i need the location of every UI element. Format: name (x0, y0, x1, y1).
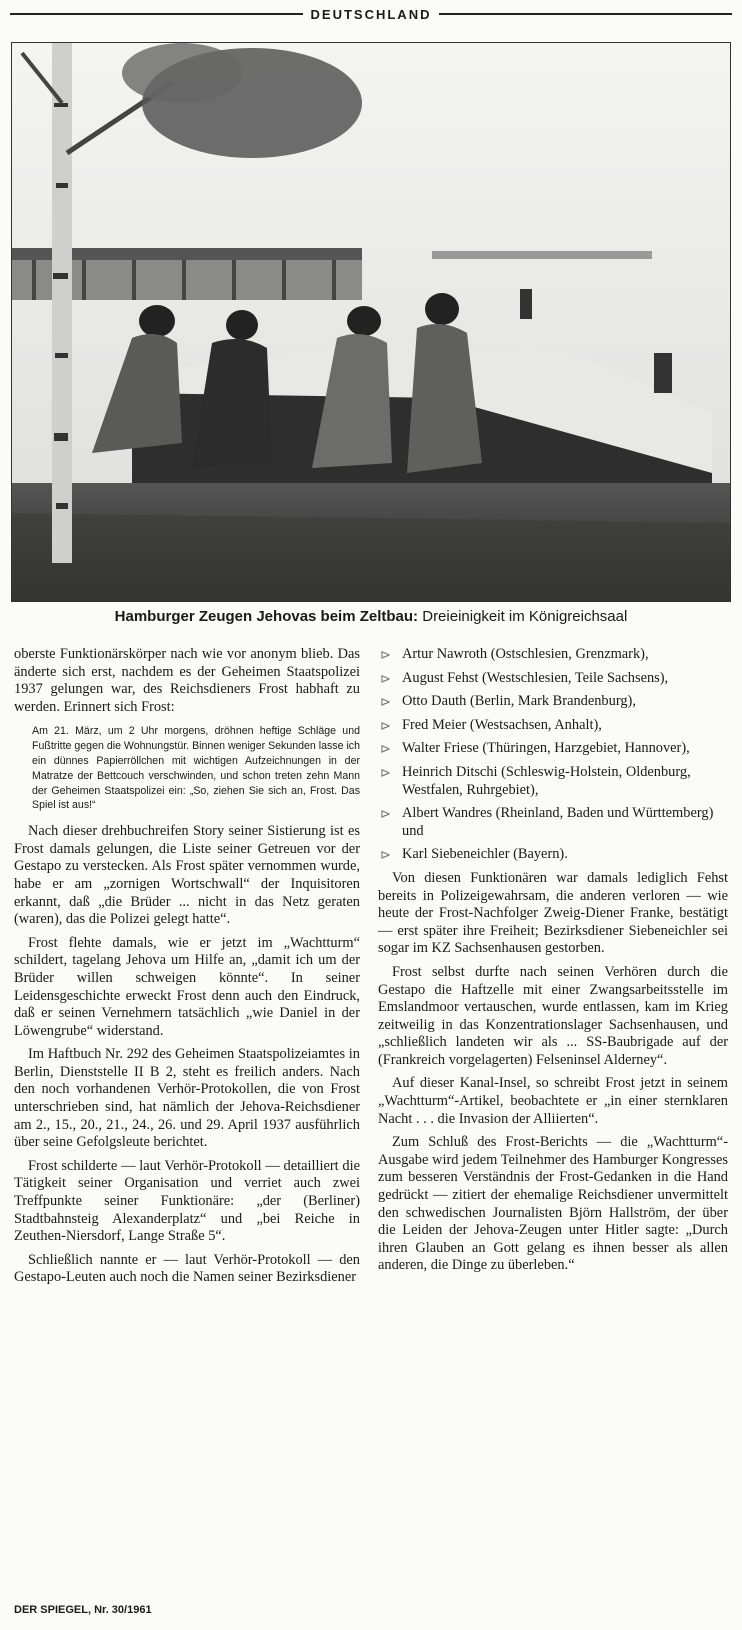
list-item: ⊳ Artur Nawroth (Ostschlesien, Grenzmark), (380, 646, 649, 662)
page-footer: DER SPIEGEL, Nr. 30/1961 (14, 1604, 152, 1616)
caption-bold: Hamburger Zeugen Jehovas beim Zeltbau: (114, 608, 419, 625)
left-paragraph-1: oberste Funktionärskörper nach wie vor anonym blieb. Das änderte sich erst, nachdem es der Geheimen Staatspolizei 1937 gelungen war, des Reichsdieners Frost habhaft zu werden. Erinnert sich Frost: (14, 646, 360, 715)
bullet-icon: ⊳ (380, 741, 391, 757)
right-column (378, 646, 728, 1275)
list-item: ⊳ August Fehst (Westschlesien, Teile Sachsens), (380, 669, 669, 686)
photo-tent-building (11, 42, 731, 602)
list-item: ⊳ Albert Wandres (Rheinland, Baden und Württemberg) und (380, 805, 714, 839)
right-paragraph-2: Frost selbst durfte nach seinen Verhören durch die Gestapo die Haftzelle mit einer Zwangsarbeitsstelle im Emslandmoor vertauschen, wurde entlassen, kam im Krieg zeitweilig in das Konzentrationslager Sachsenhausen, und „schließlich landeten wir als ... SS-Baubrigade auf der (Frankreich vorgelagerten) Felseninsel Alderney“. (378, 963, 728, 1068)
caption-rest: Dreieinigkeit im Königreichsaal (418, 608, 628, 625)
header-rule-right (439, 13, 732, 15)
header-rule-left (10, 13, 303, 15)
district-servants-list (378, 646, 728, 864)
bullet-icon: ⊳ (380, 764, 391, 780)
list-item: ⊳ Fred Meier (Westsachsen, Anhalt), (380, 716, 602, 733)
left-paragraph-4: Im Haftbuch Nr. 292 des Geheimen Staatspolizeiamtes in Berlin, Dienststelle II B 2, steht es freilich anders. Nach den noch vorhandenen Verhör-Protokollen, die von Frost unterschrieben sind, hat nämlich der Jehova-Reichsdiener am 2., 15., 20., 21., 24., 26. und 29. April 1937 ausführlich über seine Gefolgsleute berichtet. (14, 1046, 360, 1151)
right-paragraph-3: Auf dieser Kanal-Insel, so schreibt Frost jetzt in seinem „Wachtturm“-Artikel, beobachtete er „in einer sternklaren Nacht . . . die Invasion der Alliierten“. (378, 1075, 728, 1127)
section-label: DEUTSCHLAND (310, 6, 432, 22)
section-header (10, 6, 732, 22)
right-paragraph-4: Zum Schluß des Frost-Berichts — die „Wachtturm“-Ausgabe wird jedem Teilnehmer des Hamburger Kongresses zum besseren Verständnis der Frost-Gedanken in die Hand gedrückt — zitiert der ehemalige Reichsdiener unvermittelt den schwedischen Journalisten Björn Hallström, der über die Leiden der Jehova-Zeugen unter Hitler sagte: „Durch ihren Glauben an Gott gelang es ihnen besser als allen anderen, die Dinge zu überleben.“ (378, 1134, 728, 1274)
left-column (14, 646, 360, 1287)
bullet-icon: ⊳ (380, 647, 391, 662)
list-item: ⊳ Walter Friese (Thüringen, Harzgebiet, Hannover), (380, 740, 690, 757)
bullet-icon: ⊳ (380, 717, 391, 733)
bullet-icon: ⊳ (380, 670, 391, 686)
left-paragraph-3: Frost flehte damals, wie er jetzt im „Wachtturm“ schildert, tagelang Jehova um Hilfe an, „damit ich um der Brüder willen schweigen könnte“. In seiner Leidensgeschichte erweckt Frost denn auch den Eindruck, daß er seinen Vernehmern tatsächlich „wie Daniel in der Löwengrube“ widerstand. (14, 934, 360, 1039)
bullet-icon: ⊳ (380, 694, 391, 710)
list-item: ⊳ Karl Siebeneichler (Bayern). (380, 846, 568, 863)
photo-caption (0, 608, 742, 625)
bullet-icon: ⊳ (380, 806, 391, 822)
bullet-icon: ⊳ (380, 847, 391, 863)
frost-quote: Am 21. März, um 2 Uhr morgens, dröhnen heftige Schläge und Fußtritte gegen die Wohnungstür. Binnen weniger Sekunden lasse ich ein dünnes Papierröllchen mit wichtigen Aufzeichnungen in der Matratze der Bettcouch verschwinden, und schon treten zehn Mann der Geheimen Staatspolizei ein: „So, ziehen Sie sich an, Frost. Das Spiel ist aus!“ (32, 725, 360, 812)
right-paragraph-1: Von diesen Funktionären war damals lediglich Fehst bereits in Polizeigewahrsam, die anderen verloren — wie heute der Frost-Nachfolger Zweig-Diener Franke, bestätigt — erst später ihre Freiheit; Bezirksdiener Siebeneichler sei sogar im KZ Sachsenhausen gestorben. (378, 869, 728, 957)
left-paragraph-5: Frost schilderte — laut Verhör-Protokoll — detailliert die Tätigkeit seiner Organisation und verriet auch zwei Treffpunkte seiner Funktionäre: „der (Berliner) Stadtbahnsteig Alexanderplatz“ und „bei Reiche in Zeuthen-Niersdorf, Lange Straße 5“. (14, 1157, 360, 1245)
left-paragraph-6: Schließlich nannte er — laut Verhör-Protokoll — den Gestapo-Leuten auch noch die Namen seiner Bezirksdiener (14, 1251, 360, 1286)
list-item: ⊳ Otto Dauth (Berlin, Mark Brandenburg), (380, 693, 636, 710)
list-item: ⊳ Heinrich Ditschi (Schleswig-Holstein, Oldenburg, Westfalen, Ruhrgebiet), (380, 763, 691, 798)
left-paragraph-2: Nach dieser drehbuchreifen Story seiner Sistierung ist es Frost damals gelungen, die Liste seiner Getreuen vor der Gestapo zu verstecken. Als Frost später vernommen wurde, habe er am „zornigen Wortschwall“ der Inquisitoren erkannt, daß „die Brüder ... nicht in das Netz geraten (waren), das die Polizei gelegt hatte“. (14, 823, 360, 928)
